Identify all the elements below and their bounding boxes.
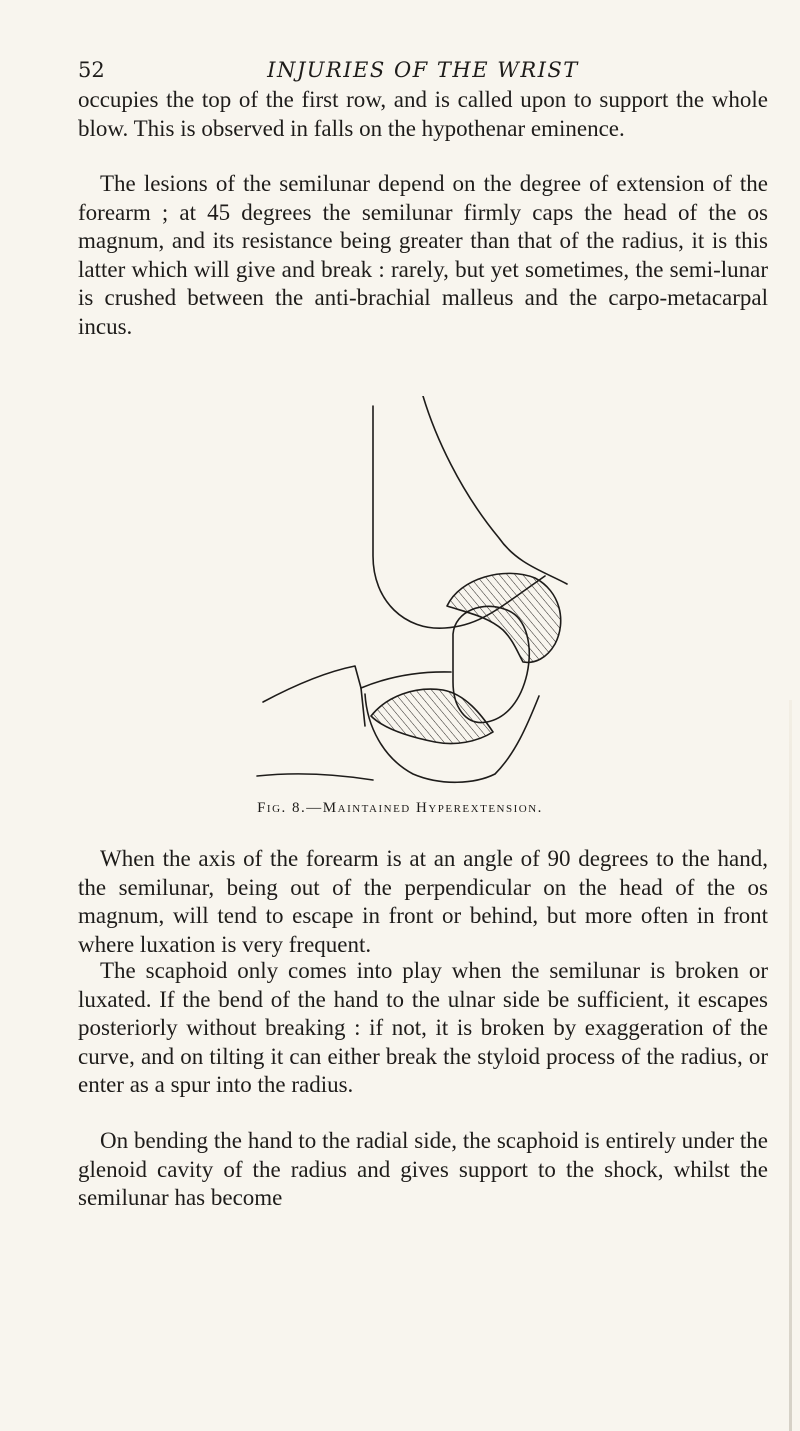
paragraph-radial-side: On bending the hand to the radial side, the scaphoid is entirely under the glenoid cavity of the radius and gives support to the shock, whilst the semilunar has become bbox=[78, 1128, 768, 1211]
paragraph-continued: occupies the top of the first row, and is called upon to support the whole blow. This is observed in falls on the hypothenar eminence. bbox=[78, 87, 768, 141]
page-number: 52 bbox=[78, 58, 105, 82]
page-header bbox=[78, 58, 768, 88]
ulna-outline bbox=[423, 396, 567, 584]
metacarpal-line-lower bbox=[257, 774, 373, 780]
semilunar-bone bbox=[447, 573, 561, 662]
metacarpal-line-upper bbox=[263, 666, 361, 702]
wrist-hyperextension-drawing bbox=[255, 396, 585, 791]
page-edge-shadow bbox=[789, 700, 792, 1431]
running-title: INJURIES OF THE WRIST bbox=[267, 58, 579, 82]
figure-wrist-diagram bbox=[255, 396, 585, 791]
paragraph-scaphoid: The scaphoid only comes into play when the semilunar is broken or luxated. If the bend of the hand to the ulnar side be sufficient, it escapes posteriorly without breaking : if not, it is broken by exaggeration of the curve, and on tilting it can either break the styloid process of the radius, or enter as a spur into the radius. bbox=[78, 958, 768, 1098]
figure-caption: Fig. 8.—Maintained Hyperextension. bbox=[257, 800, 543, 816]
paragraph-axis-90-degrees: When the axis of the forearm is at an angle of 90 degrees to the hand, the semilunar, being out of the perpendicular on the head of the os magnum, will tend to escape in front or behind, but more often in front where luxation is very frequent. bbox=[78, 846, 768, 957]
scaphoid-bone bbox=[371, 689, 493, 743]
hand-curve bbox=[361, 672, 451, 688]
paragraph-semilunar-lesions: The lesions of the semilunar depend on the degree of extension of the forearm ; at 45 degrees the semilunar firmly caps the head of the os magnum, and its resistance being greater than that of the radius, it is this latter which will give and break : rarely, but yet sometimes, the semi-lunar is crushed between the anti-brachial malleus and the carpo-metacarpal incus. bbox=[78, 171, 768, 339]
